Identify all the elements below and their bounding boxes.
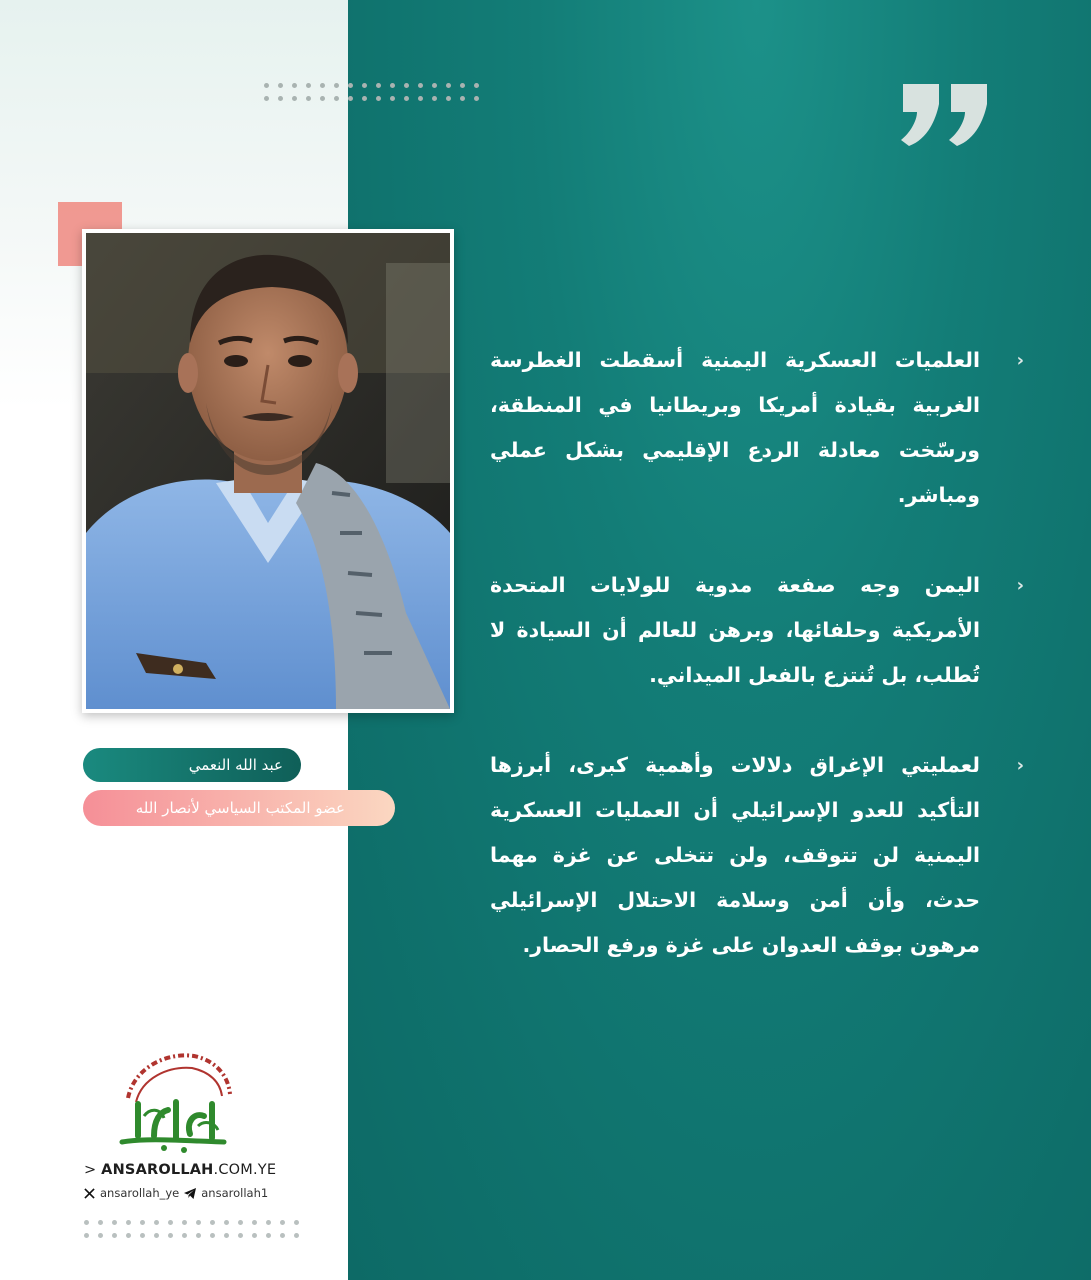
decorative-dot [474,96,479,101]
quote-point-text: العلميات العسكرية اليمنية أسقطت الغطرسة الغربية بقيادة أمريكا وبريطانيا في المنطقة، ورسّخت معادلة الردع الإقليمي بشكل عملي ومباشر. [490,348,980,507]
decorative-dot [432,96,437,101]
decorative-dot [294,1233,299,1238]
decorative-dot [294,1220,299,1225]
decorative-dot [238,1220,243,1225]
decorative-dot [182,1233,187,1238]
decorative-dot [210,1220,215,1225]
decorative-dot [376,83,381,88]
decorative-dot [140,1220,145,1225]
decorative-dot [264,83,269,88]
decorative-dot [126,1233,131,1238]
quote-point-text: لعمليتي الإغراق دلالات وأهمية كبرى، أبرزها التأكيد للعدو الإسرائيلي أن العمليات العسكرية اليمنية لن تتوقف، ولن تتخلى عن غزة مهما حدث، وأن أمن وسلامة الاحتلال الإسرائيلي مرهون بوقف العدوان على غزة ورفع الحصار. [490,753,980,957]
decorative-dot [390,83,395,88]
decorative-dot [252,1220,257,1225]
decorative-dot [474,83,479,88]
decorative-dot [404,96,409,101]
website-url[interactable]: > ANSAROLLAH.COM.YE [84,1162,277,1178]
decorative-dot [334,83,339,88]
dot-pattern-bottom [84,1220,299,1238]
quote-point-text: اليمن وجه صفعة مدوية للولايات المتحدة الأمريكية وحلفائها، وبرهن للعالم أن السيادة لا تُطلب، بل تُنتزع بالفعل الميداني. [490,573,980,687]
decorative-dot [168,1233,173,1238]
decorative-dot [278,83,283,88]
quote-point [490,338,1024,518]
decorative-dot [98,1220,103,1225]
decorative-dot [98,1233,103,1238]
decorative-dot [460,83,465,88]
decorative-dot [418,83,423,88]
chevron-left-icon: ‹ [1016,575,1024,596]
decorative-dot [224,1233,229,1238]
decorative-dot [348,83,353,88]
decorative-dot [154,1220,159,1225]
telegram-icon [184,1188,196,1199]
decorative-dot [168,1220,173,1225]
decorative-dot [460,96,465,101]
decorative-dot [306,96,311,101]
decorative-dot [84,1220,89,1225]
decorative-dot [446,83,451,88]
x-logo-icon [84,1188,95,1199]
decorative-dot [292,96,297,101]
decorative-dot [266,1233,271,1238]
quote-point [490,563,1024,698]
decorative-dot [390,96,395,101]
decorative-dot [418,96,423,101]
decorative-dot [404,83,409,88]
decorative-dot [252,1233,257,1238]
closing-quote-icon [895,74,995,154]
decorative-dot [334,96,339,101]
quote-point [490,743,1024,968]
person-name: عبد الله النعمي [83,748,301,782]
decorative-dot [446,96,451,101]
decorative-dot [196,1233,201,1238]
decorative-dot [238,1233,243,1238]
dot-pattern-top [264,83,479,101]
decorative-dot [84,1233,89,1238]
decorative-dot [306,83,311,88]
person-role: عضو المكتب السياسي لأنصار الله [83,790,395,826]
decorative-dot [280,1233,285,1238]
decorative-dot [320,96,325,101]
decorative-dot [140,1233,145,1238]
portrait-photo [86,233,450,709]
decorative-dot [432,83,437,88]
chevron-left-icon: ‹ [1016,755,1024,776]
social-handles [84,1186,268,1200]
decorative-dot [196,1220,201,1225]
portrait-frame [82,229,454,713]
decorative-dot [348,96,353,101]
decorative-dot [266,1220,271,1225]
decorative-dot [224,1220,229,1225]
decorative-dot [376,96,381,101]
decorative-dot [182,1220,187,1225]
ansarollah-logo [114,1046,236,1158]
telegram-handle[interactable]: ansarollah1 [201,1186,269,1200]
x-handle[interactable]: ansarollah_ye [100,1186,180,1200]
decorative-dot [112,1220,117,1225]
decorative-dot [320,83,325,88]
decorative-dot [126,1220,131,1225]
decorative-dot [362,96,367,101]
decorative-dot [280,1220,285,1225]
decorative-dot [210,1233,215,1238]
decorative-dot [112,1233,117,1238]
decorative-dot [278,96,283,101]
chevron-left-icon: ‹ [1016,350,1024,371]
decorative-dot [292,83,297,88]
decorative-dot [362,83,367,88]
decorative-dot [154,1233,159,1238]
quote-points [490,338,1024,968]
decorative-dot [264,96,269,101]
